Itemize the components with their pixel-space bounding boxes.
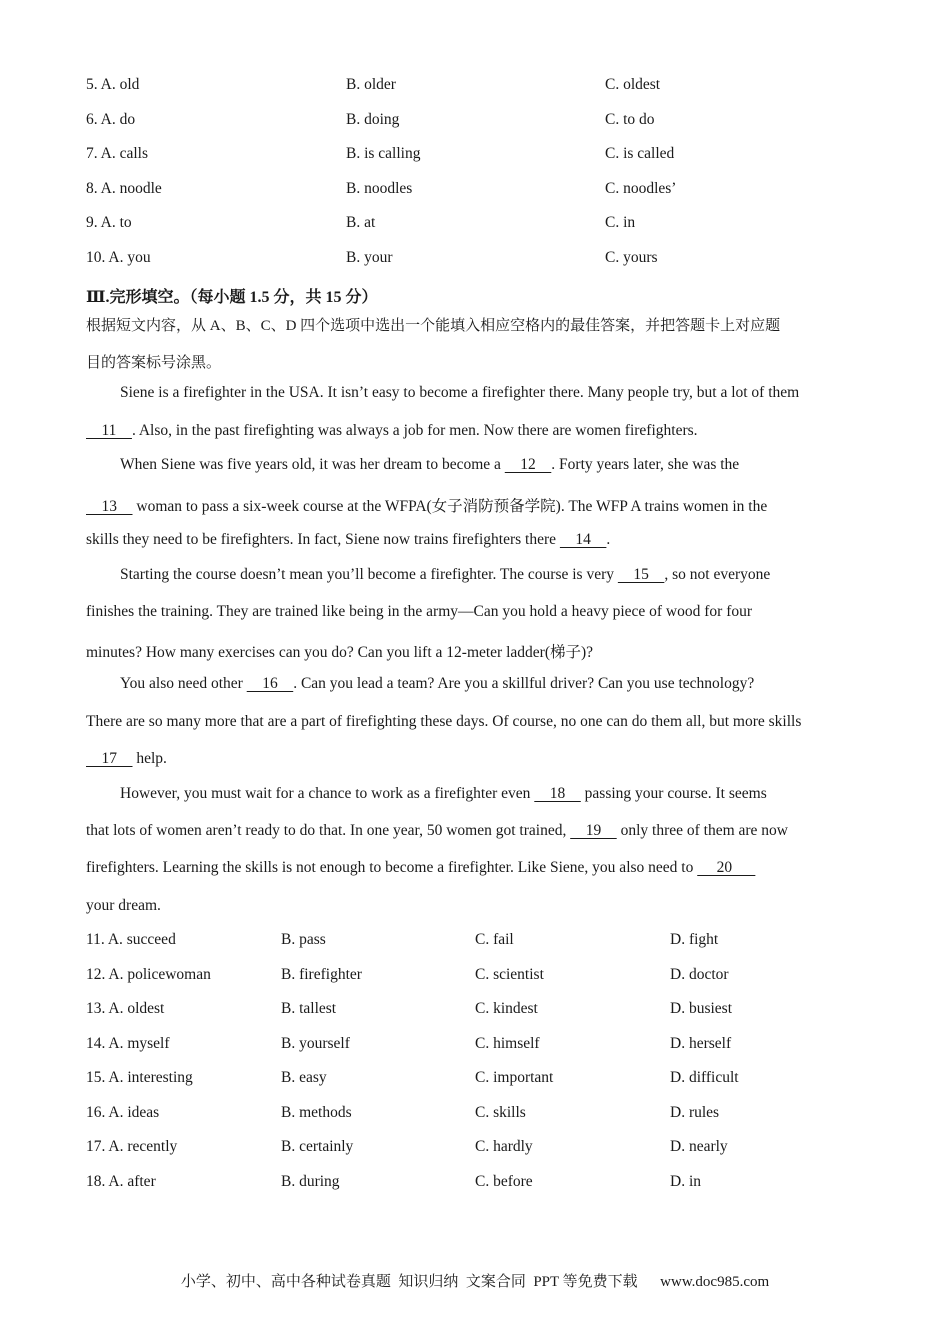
option-b: B. yourself	[281, 1035, 350, 1052]
blank-20: 20	[697, 859, 756, 876]
page-footer: 小学、初中、高中各种试卷真题 知识归纳 文案合同 PPT 等免费下载 www.doc985.com	[180, 1274, 770, 1290]
question-row	[86, 1035, 866, 1057]
section-title: Ⅲ.完形填空。（每小题 1.5 分，共 15 分）	[86, 289, 378, 306]
blank-13: 13	[86, 498, 133, 515]
passage-line	[86, 603, 866, 621]
question-row	[86, 1069, 866, 1091]
option-b: B. your	[346, 249, 393, 266]
blank-15: 15	[617, 566, 665, 583]
option-c: C. scientist	[475, 966, 544, 983]
passage-line	[86, 494, 866, 516]
option-d: D. busiest	[670, 1000, 732, 1017]
option-c: C. kindest	[475, 1000, 538, 1017]
option-row	[86, 111, 866, 133]
passage-text: There are so many more that are a part of firefighting these days. Of course, no one can do them all, but more skills	[86, 713, 802, 730]
passage-text: help.	[132, 750, 167, 767]
passage-text: . Forty years later, she was the	[551, 456, 740, 473]
passage-text: passing your course. It seems	[580, 785, 767, 802]
passage-line	[120, 785, 900, 803]
passage-text: your dream.	[86, 897, 161, 914]
option-a: 11. A. succeed	[86, 931, 176, 948]
passage-line	[86, 822, 866, 840]
option-c: C. in	[605, 214, 636, 231]
option-b: B. methods	[281, 1104, 352, 1121]
option-d: D. fight	[670, 931, 719, 948]
question-row	[86, 1173, 866, 1195]
option-a: 5. A. old	[86, 76, 140, 93]
option-b: B. is calling	[346, 145, 421, 162]
passage-text: Starting the course doesn’t mean you’ll become a firefighter. The course is very	[120, 566, 618, 583]
option-b: B. easy	[281, 1069, 327, 1086]
question-row	[86, 931, 866, 953]
blank-19: 19	[570, 822, 617, 839]
option-a: 6. A. do	[86, 111, 136, 128]
passage-text: Siene is a firefighter in the USA. It isn’t easy to become a firefighter there. Many people try, but a lot of them	[120, 384, 800, 401]
option-c: C. noodles’	[605, 180, 677, 197]
passage-line	[86, 750, 866, 768]
passage-text: woman to pass a six-week course at the WFPA(女子消防预备学院). The WFP A trains women in the	[132, 498, 768, 515]
option-b: B. certainly	[281, 1138, 354, 1155]
passage-text: skills they need to be firefighters. In fact, Siene now trains firefighters there	[86, 531, 560, 548]
option-d: D. nearly	[670, 1138, 728, 1155]
question-row	[86, 966, 866, 988]
option-c: C. yours	[605, 249, 658, 266]
option-c: C. important	[475, 1069, 554, 1086]
option-d: D. in	[670, 1173, 701, 1190]
passage-line	[86, 422, 866, 440]
blank-11: 11	[86, 422, 132, 439]
passage-line	[86, 897, 866, 915]
passage-line	[120, 456, 900, 474]
passage-text: only three of them are now	[616, 822, 789, 839]
passage-line	[120, 384, 900, 402]
option-row	[86, 180, 866, 202]
option-b: B. during	[281, 1173, 340, 1190]
option-d: D. rules	[670, 1104, 720, 1121]
passage-text: You also need other	[120, 675, 247, 692]
option-b: B. tallest	[281, 1000, 337, 1017]
question-row	[86, 1138, 866, 1160]
option-d: D. difficult	[670, 1069, 739, 1086]
option-d: D. doctor	[670, 966, 729, 983]
option-a: 18. A. after	[86, 1173, 156, 1190]
option-a: 7. A. calls	[86, 145, 148, 162]
option-b: B. doing	[346, 111, 400, 128]
blank-12: 12	[504, 456, 552, 473]
option-a: 16. A. ideas	[86, 1104, 160, 1121]
option-b: B. older	[346, 76, 396, 93]
passage-line	[86, 531, 866, 549]
passage-text: finishes the training. They are trained like being in the army—Can you hold a heavy piece of wood for four	[86, 603, 753, 620]
passage-line	[86, 713, 866, 731]
option-b: B. noodles	[346, 180, 413, 197]
option-b: B. firefighter	[281, 966, 362, 983]
option-d: D. herself	[670, 1035, 732, 1052]
option-row	[86, 145, 866, 167]
option-a: 12. A. policewoman	[86, 966, 211, 983]
option-c: C. hardly	[475, 1138, 533, 1155]
option-row	[86, 76, 866, 98]
blank-16: 16	[246, 675, 294, 692]
option-c: C. to do	[605, 111, 655, 128]
passage-text: .	[606, 531, 611, 548]
passage-text: minutes? How many exercises can you do? Can you lift a 12-meter ladder(梯子)?	[86, 644, 594, 661]
passage-text: . Also, in the past firefighting was always a job for men. Now there are women firefighters.	[131, 422, 698, 439]
passage-line	[86, 640, 866, 662]
passage-text: firefighters. Learning the skills is not enough to become a firefighter. Like Siene, you also need to	[86, 859, 698, 876]
blank-17: 17	[86, 750, 133, 767]
option-c: C. himself	[475, 1035, 540, 1052]
passage-text: However, you must wait for a chance to work as a firefighter even	[120, 785, 535, 802]
passage-text: When Siene was five years old, it was her dream to become a	[120, 456, 505, 473]
passage-text: that lots of women aren’t ready to do that. In one year, 50 women got trained,	[86, 822, 571, 839]
passage-text: , so not everyone	[664, 566, 771, 583]
passage-line	[120, 675, 900, 693]
passage-text: . Can you lead a team? Are you a skillful driver? Can you use technology?	[293, 675, 755, 692]
option-a: 10. A. you	[86, 249, 151, 266]
blank-14: 14	[559, 531, 607, 548]
option-a: 9. A. to	[86, 214, 132, 231]
option-a: 17. A. recently	[86, 1138, 178, 1155]
passage-line	[120, 566, 900, 584]
option-row	[86, 249, 866, 271]
question-row	[86, 1000, 866, 1022]
option-row	[86, 214, 866, 236]
section-instruction: 目的答案标号涂黑。	[86, 355, 222, 371]
option-a: 15. A. interesting	[86, 1069, 193, 1086]
blank-18: 18	[534, 785, 581, 802]
question-row	[86, 1104, 866, 1126]
option-c: C. oldest	[605, 76, 661, 93]
option-c: C. is called	[605, 145, 675, 162]
option-a: 8. A. noodle	[86, 180, 162, 197]
option-c: C. skills	[475, 1104, 526, 1121]
option-a: 14. A. myself	[86, 1035, 170, 1052]
option-c: C. fail	[475, 931, 514, 948]
option-b: B. pass	[281, 931, 326, 948]
option-b: B. at	[346, 214, 376, 231]
section-instruction: 根据短文内容，从 A、B、C、D 四个选项中选出一个能填入相应空格内的最佳答案，并把答题卡上对应题	[86, 318, 781, 334]
option-a: 13. A. oldest	[86, 1000, 165, 1017]
option-c: C. before	[475, 1173, 533, 1190]
passage-line	[86, 859, 866, 877]
